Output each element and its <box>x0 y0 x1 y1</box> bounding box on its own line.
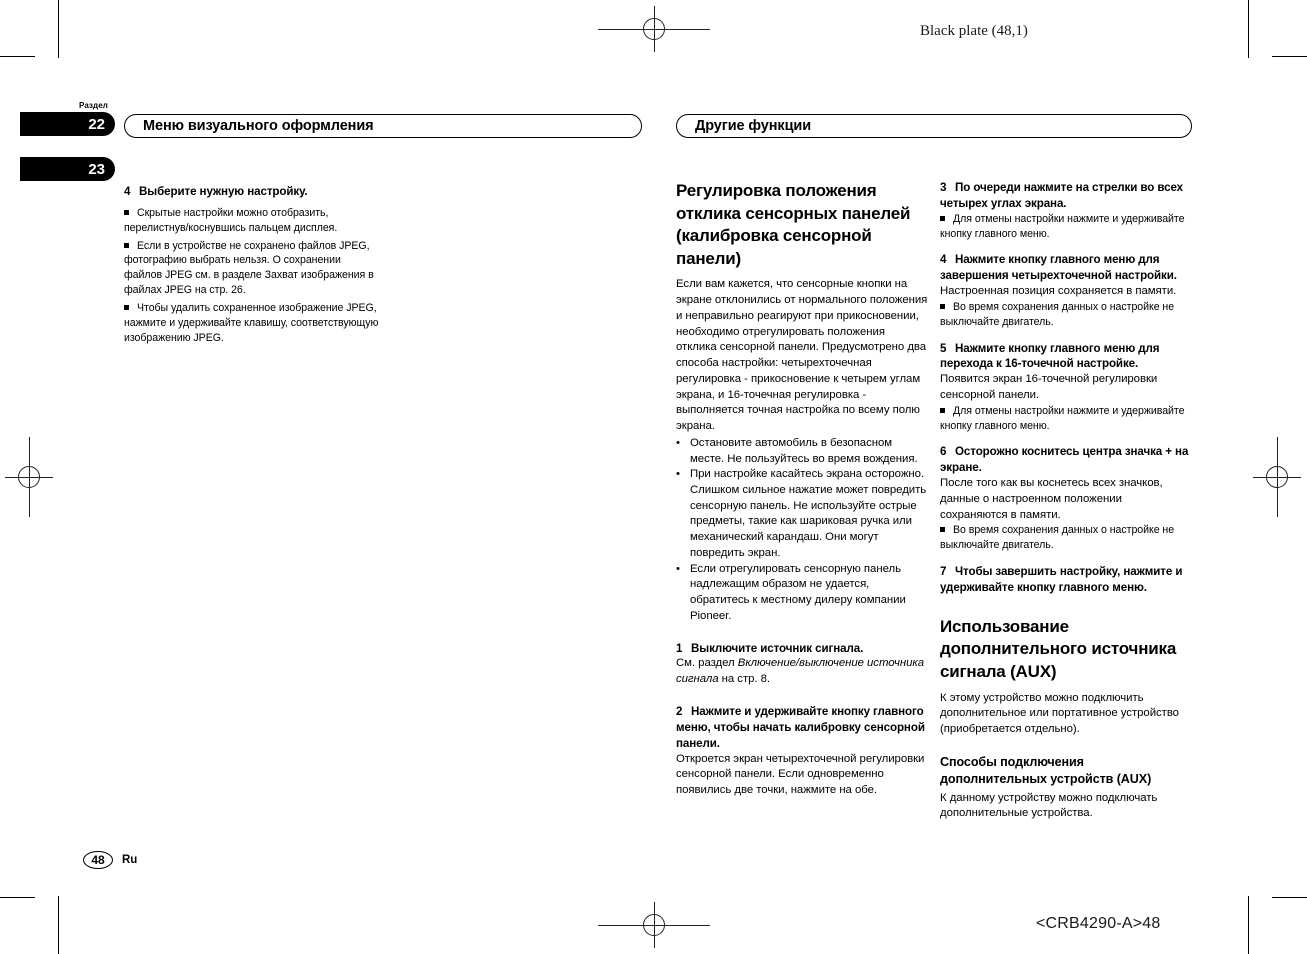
black-plate-note: Black plate (48,1) <box>920 23 1028 39</box>
step-item <box>940 341 1192 373</box>
note-text: Во время сохранения данных о настройке не выключайте двигатель. <box>940 300 1175 328</box>
note-item <box>124 239 379 298</box>
note-square-icon <box>940 408 945 413</box>
step-body: После того как вы коснетесь всех значков, данные о настроенном положении сохраняются в памяти. <box>940 477 1163 521</box>
chapter-banner-right-label: Другие функции <box>695 118 812 134</box>
bullet-item <box>676 467 928 561</box>
crop-mark-bottom-right-horizontal <box>1272 897 1307 898</box>
note-item <box>124 301 379 345</box>
step-body-after: на стр. 8. <box>718 673 771 686</box>
step-item <box>940 252 1192 284</box>
note-item <box>940 523 1192 553</box>
step-item <box>676 641 928 657</box>
note-text: Если в устройстве не сохранено файлов JPEG, фотографию выбрать нельзя. О сохранении файлов JPEG см. в разделе <box>124 239 370 282</box>
note-item <box>940 300 1192 330</box>
registration-mark-bottom-center <box>654 925 655 926</box>
step-body: Появится экран 16-точечной регулировки сенсорной панели. <box>940 373 1158 402</box>
note-square-icon <box>124 305 129 310</box>
column-middle <box>676 180 928 799</box>
column-left <box>124 184 379 345</box>
step-text: Выберите нужную настройку. <box>139 185 308 198</box>
aux-body-paragraph: К этому устройство можно подключить дополнительное или портативное устройство (приобретается отдельно). <box>940 691 1179 736</box>
note-text: Во время сохранения данных о настройке не выключайте двигатель. <box>940 524 1175 552</box>
subsection-heading-aux-connection: Способы подключения дополнительных устройств (AUX) <box>940 754 1152 786</box>
note-text: Для отмены настройки нажмите и удерживайте кнопку главного меню. <box>940 404 1185 432</box>
chapter-banner-right <box>676 114 1192 138</box>
step-item <box>124 184 379 200</box>
note-text: Чтобы удалить сохраненное изображение JPEG, нажмите и удерживайте клавишу, соответствующую изображению JPEG. <box>124 301 379 344</box>
chapter-banner-left-label: Меню визуального оформления <box>143 118 374 134</box>
step-text: По очереди нажмите на стрелки во всех четырех углах экрана. <box>940 181 1184 210</box>
section-thumb-tab-22-number: 22 <box>88 115 105 133</box>
step-text: Нажмите кнопку главного меню для завершения четырехточечной настройки. <box>940 253 1177 283</box>
step-text: Выключите источник сигнала. <box>691 641 864 655</box>
note-text: Для отмены настройки нажмите и удерживайте кнопку главного меню. <box>940 212 1185 240</box>
bullet-dot-icon: • <box>676 468 680 481</box>
note-text-italic: Захват изображения в файлах JPEG <box>124 269 374 297</box>
folio-page-number: 48 <box>83 851 113 869</box>
section-thumb-tab-22 <box>20 112 115 136</box>
crop-mark-bottom-left-horizontal <box>0 897 35 898</box>
chapter-banner-left <box>124 114 642 138</box>
step-body: Настроенная позиция сохраняется в памяти. <box>940 285 1177 298</box>
step-number: 1 <box>676 641 683 655</box>
note-item <box>940 404 1192 434</box>
step-item <box>676 704 928 752</box>
bullet-item <box>676 436 928 467</box>
crop-mark-top-left-horizontal <box>0 56 35 57</box>
step-number: 4 <box>124 185 131 198</box>
step-number: 2 <box>676 704 683 718</box>
note-item <box>940 212 1192 242</box>
registration-mark-left-middle <box>29 477 30 478</box>
crop-mark-top-left-vertical <box>58 0 59 58</box>
bullet-item <box>676 562 928 625</box>
note-text-after: на стр. 26. <box>191 284 246 297</box>
step-body-before: См. раздел <box>676 657 738 670</box>
crop-mark-top-right-vertical <box>1248 0 1249 58</box>
folio <box>83 851 137 869</box>
step-text: Осторожно коснитесь центра значка + на экране. <box>940 445 1189 475</box>
step-item <box>940 564 1192 596</box>
section-heading-touch-calibration: Регулировка положения отклика сенсорных панелей (калибровка сенсорной панели) <box>676 181 911 268</box>
step-body-italic: Включение/выключение источника сигнала <box>676 657 924 686</box>
step-item <box>940 180 1192 212</box>
note-text: Скрытые настройки можно отобразить, перелистнув/коснувшись пальцем дисплея. <box>124 206 338 234</box>
step-number: 5 <box>940 341 947 355</box>
note-square-icon <box>124 243 129 248</box>
step-text: Нажмите кнопку главного меню для перехода к 16-точечной настройке. <box>940 341 1160 371</box>
bullet-text: Если отрегулировать сенсорную панель надлежащим образом не удается, обратитесь к местному дилеру компании Pioneer. <box>690 562 906 622</box>
note-square-icon <box>940 304 945 309</box>
bullet-dot-icon: • <box>676 562 680 575</box>
registration-mark-right-middle <box>1277 477 1278 478</box>
registration-mark-top-center <box>654 29 655 30</box>
step-text: Чтобы завершить настройку, нажмите и удерживайте кнопку главного меню. <box>940 565 1183 594</box>
bullet-text: Остановите автомобиль в безопасном месте. Не пользуйтесь во время вождения. <box>690 436 918 465</box>
step-number: 6 <box>940 445 947 459</box>
note-item <box>124 206 379 236</box>
bullet-text: При настройке касайтесь экрана осторожно. Слишком сильное нажатие может повредить сенсорную панель. Не используйте острые предметы, такие как шариковая ручка или механический карандаш. Они могут повредить экран. <box>690 468 927 559</box>
document-code-note: <CRB4290-A>48 <box>1036 915 1161 932</box>
aux-connection-body-paragraph: К данному устройству можно подключать дополнительные устройства. <box>940 791 1158 820</box>
step-item <box>940 444 1192 476</box>
crop-mark-bottom-right-vertical <box>1248 896 1249 954</box>
step-body <box>676 656 928 687</box>
note-square-icon <box>124 210 129 215</box>
section-thumb-tab-23-number: 23 <box>88 160 105 178</box>
step-text: Нажмите и удерживайте кнопку главного меню, чтобы начать калибровку сенсорной панели. <box>676 704 925 750</box>
razdel-label: Раздел <box>79 101 108 110</box>
section-thumb-tab-23 <box>20 157 115 181</box>
step-number: 3 <box>940 181 947 194</box>
crop-mark-bottom-left-vertical <box>58 896 59 954</box>
bullet-dot-icon: • <box>676 436 680 449</box>
crop-mark-top-right-horizontal <box>1272 56 1307 57</box>
note-square-icon <box>940 527 945 532</box>
section-heading-aux: Использование дополнительного источника сигнала (AUX) <box>940 616 1177 681</box>
note-square-icon <box>940 216 945 221</box>
step-number: 4 <box>940 253 947 267</box>
folio-language-code: Ru <box>122 854 138 866</box>
step-body: Откроется экран четырехточечной регулировки сенсорной панели. Если одновременно появились две точки, нажмите на обе. <box>676 752 925 797</box>
intro-paragraph: Если вам кажется, что сенсорные кнопки на экране отклонились от нормального положения и неправильно реагируют при прикосновении, необходимо отрегулировать положения отклика сенсорной панели. Предусмотрено два способа настройки: четырехточечная регулировка - прикосновение к четырем углам экрана, и 16-точечная регулировка - выполняется точная настройка по всему полю экрана. <box>676 278 928 433</box>
column-right <box>940 180 1192 822</box>
step-number: 7 <box>940 565 947 579</box>
